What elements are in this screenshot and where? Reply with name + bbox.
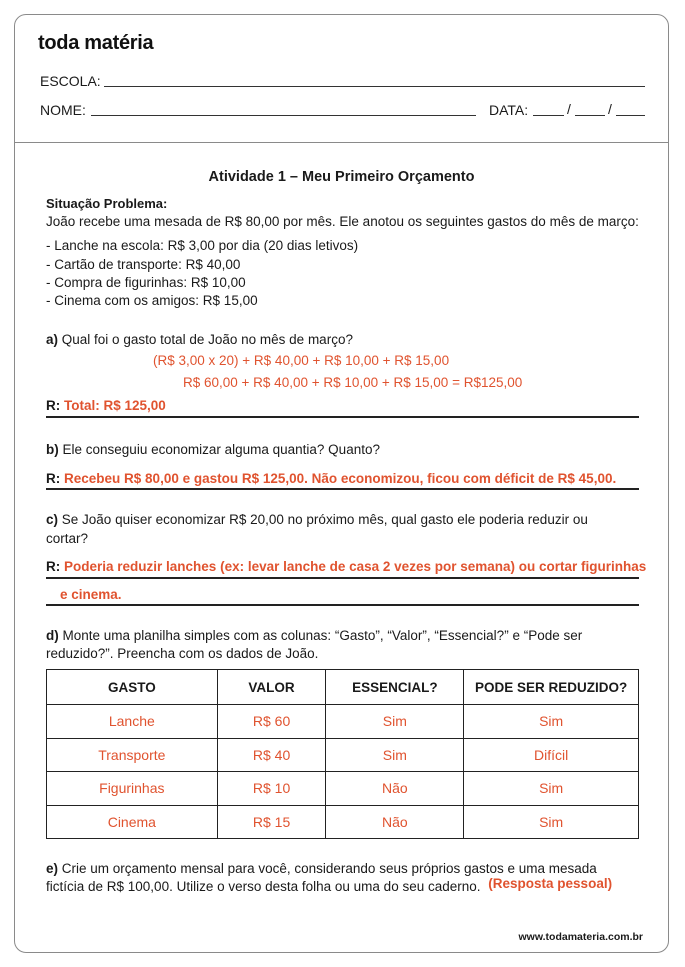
table-cell: Cinema bbox=[47, 805, 218, 839]
question-text-cont: reduzido?”. Preencha com os dados de João. bbox=[46, 646, 319, 661]
table-cell: Sim bbox=[326, 738, 464, 772]
question-label: b) bbox=[46, 442, 59, 457]
header-separator bbox=[14, 142, 669, 143]
table-cell: Figurinhas bbox=[47, 772, 218, 806]
expense-item: - Lanche na escola: R$ 3,00 por dia (20 dias letivos) bbox=[46, 238, 359, 253]
answer-label: R: bbox=[46, 398, 61, 413]
question-label: c) bbox=[46, 512, 59, 527]
expense-item: - Cinema com os amigos: R$ 15,00 bbox=[46, 293, 258, 308]
table-header-row bbox=[47, 670, 639, 705]
budget-table bbox=[46, 669, 639, 839]
expense-item: - Compra de figurinhas: R$ 10,00 bbox=[46, 275, 246, 290]
table-cell: Sim bbox=[326, 705, 464, 739]
question-text: Crie um orçamento mensal para você, considerando seus próprios gastos e uma mesada bbox=[61, 861, 597, 876]
question-text: Se João quiser economizar R$ 20,00 no próximo mês, qual gasto ele poderia reduzir ou bbox=[61, 512, 588, 527]
footer-url: www.todamateria.com.br bbox=[518, 931, 643, 943]
calculation-line: R$ 60,00 + R$ 40,00 + R$ 10,00 + R$ 15,00 = R$125,00 bbox=[183, 375, 523, 390]
table-cell: Sim bbox=[464, 705, 639, 739]
logo: toda matéria bbox=[38, 32, 154, 54]
table-row bbox=[47, 738, 639, 772]
table-cell: Não bbox=[326, 772, 464, 806]
table-cell: Difícil bbox=[464, 738, 639, 772]
question-b bbox=[46, 442, 380, 457]
question-text: Monte uma planilha simples com as colunas: “Gasto”, “Valor”, “Essencial?” e “Pode ser bbox=[62, 628, 583, 643]
question-label: e) bbox=[46, 861, 59, 876]
name-label: NOME: bbox=[40, 102, 86, 118]
column-header: PODE SER REDUZIDO? bbox=[464, 670, 639, 705]
table-cell: Sim bbox=[464, 772, 639, 806]
date-day-field[interactable] bbox=[533, 115, 564, 116]
column-header: ESSENCIAL? bbox=[326, 670, 464, 705]
answer-label: R: bbox=[46, 471, 61, 486]
question-text: Ele conseguiu economizar alguma quantia? Quanto? bbox=[62, 442, 380, 457]
answer-line bbox=[46, 416, 639, 418]
calculation-line: (R$ 3,00 x 20) + R$ 40,00 + R$ 10,00 + R$ 15,00 bbox=[153, 353, 450, 368]
answer-text: Poderia reduzir lanches (ex: levar lanche de casa 2 vezes por semana) ou cortar figurinhas bbox=[64, 559, 647, 574]
question-text-cont bbox=[46, 876, 613, 894]
table-cell: R$ 15 bbox=[217, 805, 326, 839]
answer-text: Total: R$ 125,00 bbox=[64, 398, 166, 413]
table-cell: R$ 60 bbox=[217, 705, 326, 739]
school-field[interactable] bbox=[104, 86, 645, 87]
question-e bbox=[46, 861, 597, 876]
question-d bbox=[46, 628, 582, 643]
answer-line bbox=[46, 488, 639, 490]
table-cell: Lanche bbox=[47, 705, 218, 739]
answer-b bbox=[46, 471, 616, 486]
table-cell: Transporte bbox=[47, 738, 218, 772]
date-separator: / bbox=[608, 101, 612, 117]
question-a bbox=[46, 332, 353, 347]
activity-title: Atividade 1 – Meu Primeiro Orçamento bbox=[208, 169, 475, 185]
date-label: DATA: bbox=[489, 102, 529, 118]
answer-text-cont: e cinema. bbox=[60, 587, 122, 602]
situation-intro: João recebe uma mesada de R$ 80,00 por mês. Ele anotou os seguintes gastos do mês de março: bbox=[46, 214, 639, 229]
name-field[interactable] bbox=[91, 115, 476, 116]
school-label: ESCOLA: bbox=[40, 73, 101, 89]
table-cell: Não bbox=[326, 805, 464, 839]
column-header: GASTO bbox=[47, 670, 218, 705]
situation-label: Situação Problema: bbox=[46, 196, 168, 211]
date-year-field[interactable] bbox=[616, 115, 645, 116]
question-text: fictícia de R$ 100,00. Utilize o verso desta folha ou uma do seu caderno. bbox=[46, 879, 481, 894]
answer-line bbox=[46, 577, 639, 579]
table-row bbox=[47, 772, 639, 806]
question-label: a) bbox=[46, 332, 59, 347]
expense-item: - Cartão de transporte: R$ 40,00 bbox=[46, 257, 241, 272]
question-label: d) bbox=[46, 628, 59, 643]
table-row bbox=[47, 805, 639, 839]
answer-c bbox=[46, 559, 646, 574]
date-month-field[interactable] bbox=[575, 115, 605, 116]
question-text: Qual foi o gasto total de João no mês de março? bbox=[61, 332, 353, 347]
answer-label: R: bbox=[46, 559, 61, 574]
table-cell: R$ 40 bbox=[217, 738, 326, 772]
question-text-cont: cortar? bbox=[46, 531, 89, 546]
question-c bbox=[46, 512, 588, 527]
column-header: VALOR bbox=[217, 670, 326, 705]
table-cell: R$ 10 bbox=[217, 772, 326, 806]
answer-a bbox=[46, 398, 166, 413]
table-cell: Sim bbox=[464, 805, 639, 839]
answer-text: (Resposta pessoal) bbox=[488, 876, 613, 891]
answer-text: Recebeu R$ 80,00 e gastou R$ 125,00. Não economizou, ficou com déficit de R$ 45,00. bbox=[64, 471, 617, 486]
table-row bbox=[47, 705, 639, 739]
date-separator: / bbox=[567, 101, 571, 117]
answer-line bbox=[46, 604, 639, 606]
